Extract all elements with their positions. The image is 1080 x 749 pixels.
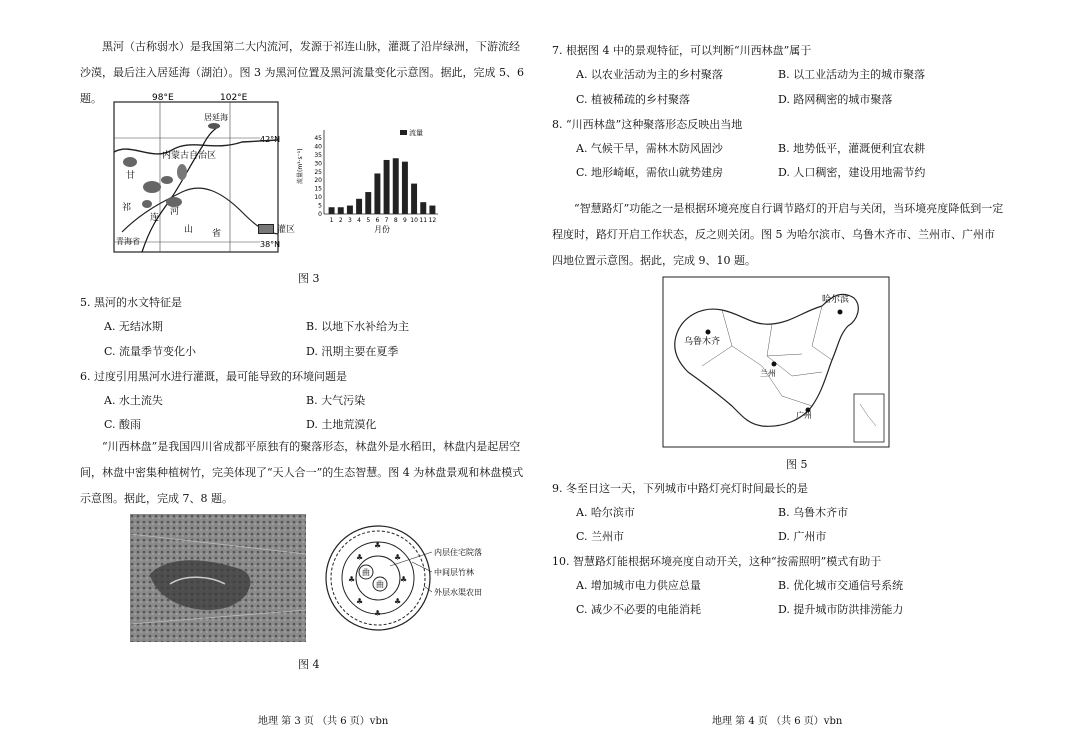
q9-option-a[interactable]: A. 哈尔滨市 (576, 506, 635, 519)
chart-bar-5 (365, 192, 371, 214)
chart-ytick-25: 25 (314, 168, 322, 176)
chart-bar-11 (420, 202, 426, 214)
q8-stem: 8. “川西林盘”这种聚落形态反映出当地 (552, 118, 743, 131)
urumqi-label: 乌鲁木齐 (684, 337, 721, 347)
svg-text:♣: ♣ (348, 575, 356, 584)
chart-bar-4 (356, 199, 362, 214)
q9-option-d[interactable]: D. 广州市 (778, 530, 827, 543)
q10-option-d[interactable]: D. 提升城市防洪排涝能力 (778, 603, 904, 616)
q6-option-c[interactable]: C. 酸雨 (104, 418, 142, 431)
qinghai-label: 青海省 (116, 237, 140, 246)
qi-label: 祁 (122, 203, 132, 213)
svg-text:♣: ♣ (374, 541, 382, 550)
q7-option-a[interactable]: A. 以农业活动为主的乡村聚落 (576, 68, 723, 81)
q10-option-c[interactable]: C. 减少不必要的电能消耗 (576, 603, 702, 616)
q6-option-b[interactable]: B. 大气污染 (306, 394, 366, 407)
chart-ytick-40: 40 (314, 143, 322, 151)
outer-layer-label: 外层水渠农田 (434, 588, 482, 597)
q7-option-b[interactable]: B. 以工业活动为主的城市聚落 (778, 68, 926, 81)
flow-bar-chart (296, 124, 444, 236)
chart-xtick-9: 9 (403, 217, 407, 224)
q10-option-a[interactable]: A. 增加城市电力供应总量 (576, 579, 701, 592)
footer-page-3: 地理 第 3 页 （共 6 页）vbn (258, 716, 389, 727)
footer-page-4: 地理 第 4 页 （共 6 页）vbn (712, 716, 843, 727)
chart-bar-2 (338, 207, 344, 214)
q5-option-a[interactable]: A. 无结冰期 (104, 320, 163, 333)
q7-option-d[interactable]: D. 路网稠密的城市聚落 (778, 93, 893, 106)
chart-bar-10 (411, 184, 417, 214)
neimeng-label: 内蒙古自治区 (162, 151, 217, 161)
q6-option-a[interactable]: A. 水土流失 (104, 394, 163, 407)
q8-option-d[interactable]: D. 人口稠密，建设用地需节约 (778, 166, 926, 179)
lanzhou-label: 兰州 (760, 369, 776, 378)
chart-xtick-12: 12 (428, 217, 437, 224)
intro-heihe: 黑河（古称弱水）是我国第二大内流河，发源于祁连山脉，灌溉了沿岸绿洲，下游流经沙漠，最后注入居延海（湖泊）。图 3 为黑河位置及黑河流量变化示意图。据此，完成 5、6 题。 (80, 40, 524, 105)
he-label: 河 (170, 207, 180, 217)
chart-ytick-0: 0 (318, 211, 322, 218)
figure-4-caption: 图 4 (298, 658, 320, 671)
juyanhai-label: 居延海 (204, 113, 228, 122)
chart-xtick-6: 6 (375, 217, 380, 224)
q8-option-b[interactable]: B. 地势低平，灌溉便利宜农耕 (778, 142, 926, 155)
q5-stem: 5. 黑河的水文特征是 (80, 296, 182, 309)
chart-bar-7 (384, 160, 390, 214)
guangzhou-label: 广州 (796, 411, 812, 420)
q5-option-d[interactable]: D. 汛期主要在夏季 (306, 345, 399, 358)
irrigation-legend-label: 灌区 (277, 225, 296, 235)
svg-text:♣: ♣ (356, 597, 364, 606)
chart-bar-9 (402, 162, 408, 214)
svg-text:♣: ♣ (400, 575, 408, 584)
chart-bar-8 (393, 158, 399, 214)
q5-option-c[interactable]: C. 流量季节变化小 (104, 345, 197, 358)
chart-xtick-4: 4 (357, 217, 361, 224)
lon-98-label: 98°E (152, 93, 174, 103)
q6-stem: 6. 过度引用黑河水进行灌溉，最可能导致的环境问题是 (80, 370, 347, 383)
chart-legend-label: 流量 (409, 129, 423, 137)
linpan-model-diagram (322, 522, 522, 634)
intro-linpan: “川西林盘”是我国四川省成都平原独有的聚落形态，林盘外是水稻田，林盘内是起居空间，林盘中密集种植树竹，完美体现了“天人合一”的生态智慧。图 4 为林盘景观和林盘模式示意图。据此，完成 7、8 题。 (80, 440, 524, 505)
q10-option-b[interactable]: B. 优化城市交通信号系统 (778, 579, 904, 592)
house-glyph-1: 曲 (362, 568, 370, 577)
sheng-label: 省 (212, 229, 222, 239)
chart-bar-12 (429, 206, 435, 214)
harbin-label: 哈尔滨 (822, 295, 850, 305)
chart-bar-6 (374, 173, 380, 214)
lat-42-label: 42°N (260, 135, 281, 144)
chart-ytick-10: 10 (314, 194, 322, 202)
chart-bar-1 (329, 207, 335, 214)
chart-xtick-3: 3 (348, 217, 352, 224)
irrigation-legend (258, 222, 295, 235)
chart-ytick-15: 15 (314, 185, 322, 193)
chart-xtick-5: 5 (366, 217, 371, 224)
irrigation-swatch (258, 224, 274, 234)
gan-label: 甘 (126, 171, 136, 181)
figure-5-caption: 图 5 (786, 458, 808, 471)
urumqi-marker (706, 330, 711, 335)
intro-smart-streetlight: “智慧路灯”功能之一是根据环境亮度自行调节路灯的开启与关闭，当环境亮度降低到一定程度时，路灯开启工作状态，反之则关闭。图 5 为哈尔滨市、乌鲁木齐市、兰州市、广州市四地位置示意图。据此，完成 9、10 题。 (552, 202, 1004, 267)
figure-3-caption: 图 3 (298, 272, 320, 285)
house-glyph-2: 曲 (376, 580, 384, 589)
q5-option-b[interactable]: B. 以地下水补给为主 (306, 320, 410, 333)
chart-xlabel: 月份 (374, 225, 390, 234)
shan-label: 山 (184, 225, 194, 235)
svg-text:♣: ♣ (394, 597, 402, 606)
middle-layer-label: 中间层竹林 (434, 568, 474, 577)
chart-ytick-20: 20 (314, 177, 322, 185)
q10-stem: 10. 智慧路灯能根据环境亮度自动开关，这种“按需照明”模式有助于 (552, 555, 882, 568)
q6-option-d[interactable]: D. 土地荒漠化 (306, 418, 377, 431)
linpan-aerial-photo (130, 514, 306, 642)
chart-ylabel: 流量(m³·s⁻¹) (297, 148, 304, 184)
chart-xtick-1: 1 (329, 217, 334, 224)
harbin-marker (838, 310, 843, 315)
lat-38-label: 38°N (260, 240, 281, 249)
chart-xtick-2: 2 (338, 217, 343, 224)
q8-option-c[interactable]: C. 地形崎岖，需依山就势建房 (576, 166, 724, 179)
svg-text:♣: ♣ (374, 609, 382, 618)
chart-ytick-45: 45 (314, 135, 322, 142)
svg-text:♣: ♣ (394, 553, 402, 562)
q7-option-c[interactable]: C. 植被稀疏的乡村聚落 (576, 93, 691, 106)
chart-xtick-8: 8 (393, 217, 398, 224)
lon-102-label: 102°E (220, 93, 248, 103)
q9-stem: 9. 冬至日这一天，下列城市中路灯亮灯时间最长的是 (552, 482, 808, 495)
chart-bar-3 (347, 206, 353, 214)
q8-option-a[interactable]: A. 气候干旱，需林木防风固沙 (576, 142, 723, 155)
inner-layer-label: 内层住宅院落 (434, 548, 482, 557)
q9-option-b[interactable]: B. 乌鲁木齐市 (778, 506, 849, 519)
lian-label: 连 (150, 213, 160, 223)
chart-xtick-7: 7 (384, 217, 389, 224)
china-city-map (662, 276, 890, 448)
chart-ytick-5: 5 (318, 202, 322, 210)
heihe-map (112, 92, 282, 260)
chart-ytick-35: 35 (314, 151, 322, 159)
chart-xtick-10: 10 (410, 217, 418, 224)
svg-text:♣: ♣ (356, 553, 364, 562)
q9-option-c[interactable]: C. 兰州市 (576, 530, 625, 543)
chart-xtick-11: 11 (419, 217, 428, 224)
lanzhou-marker (772, 362, 777, 367)
q7-stem: 7. 根据图 4 中的景观特征，可以判断“川西林盘”属于 (552, 44, 812, 57)
chart-ytick-30: 30 (314, 160, 322, 168)
